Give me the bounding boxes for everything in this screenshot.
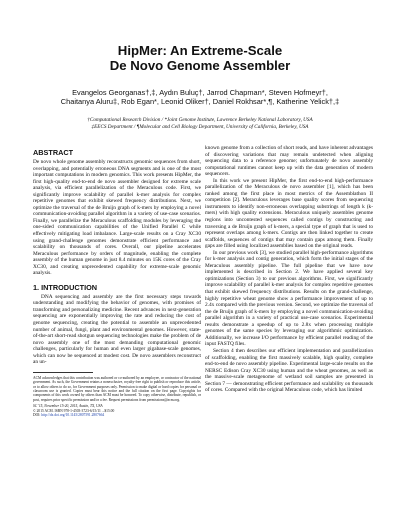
right-paragraph-3: In our previous work [3], we studied parallel high-performance algorithms for k-mer analysis and contig generation, which form the initial stages of the Meraculous assembly pipeline. The full pipeline that we have now implemented is described in Section 2. We have applied several key optimizations (Section 3) to our previous algorithms. First, we significantly improve scalability of parallel k-mer analysis for complex repetitive genomes that exhibit skewed frequency distributions. Results on the grand-challenge, highly repetitive wheat genome show a performance improvement of up to 2.4x compared with the previous version. Second, we optimize the traversal of the de Bruijn graph of k-mers by employing a novel communication-avoiding parallel algorithm in a variety of practical use-case scenarios. Experimental results demonstrate a speedup of up to 2.8x when processing multiple genomes of the same species by leveraging our algorithmic optimization. Additionally, we increase I/O performance by efficient parallel reading of the input FASTQ files.	[205, 249, 373, 348]
author-list	[0, 88, 400, 107]
title-line-2: De Novo Genome Assembler	[109, 58, 291, 73]
introduction-heading: 1. INTRODUCTION	[33, 282, 98, 292]
footnote-divider	[33, 372, 93, 373]
introduction-paragraph: DNA sequencing and assembly are the first necessary steps towards understanding and modifying the behavior of genomes, with promises of transforming and personalizing medicine. Recent advances in next-generation sequencing are exponentially improving the rate and reducing the cost of genome sequencing, creating the potential to assemble an unprecedented number of animal, fungi, plant and environmental genomes. However, state-of-the-art short-read shotgun sequencing technologies make the problem of de novo assembly one of the most demanding computational genomic challenges, particularly for human and even larger gigabase-scale genomes, which can now be sequenced at modest cost. De novo assemblers reconstruct an un-	[33, 293, 201, 366]
doi-link[interactable]: http://dx.doi.org/10.1145/2807591.2807664	[41, 413, 105, 418]
authors-line-2: Chaitanya Aluru‡, Rob Egan*, Leonid Oliker†, Daniel Rokhsar*,¶, Katherine Yelick†,‡	[60, 97, 340, 107]
right-paragraph-1: known genome from a collection of short reads, and have inherent advantages of discovering variations that may remain undetected when aligning sequencing data to a reference genome; unfortunately de novo assembly computational runtimes cannot keep up with the data generation of modern sequencers.	[205, 145, 373, 178]
affiliation-line-1: †Computational Research Division / *Joint Genome Institute, Lawrence Berkeley National Laboratory, USA	[87, 117, 313, 123]
abstract-text: De novo whole genome assembly reconstructs genomic sequences from short, overlapping, and potentially erroneous DNA segments and is one of the most important computations in modern genomics. This work presents HipMer, the first high-quality end-to-end de novo assembler designed for extreme scale analysis, via efficient parallelization of the Meraculous code. First, we significantly improve scalability of parallel k-mer analysis for complex repetitive genomes that exhibit skewed frequency distributions. Next, we optimize the traversal of the de Bruijn graph of k-mers by employing a novel communication-avoiding parallel algorithm in a variety of use-case scenarios. Finally, we parallelize the Meraculous scaffolding modules by leveraging the one-sided communication capabilities of the Unified Parallel C while effectively mitigating load imbalance. Large-scale results on a Cray XC30 using grand-challenge genomes demonstrate efficient performance and scalability on thousands of cores. Overall, our pipeline accelerates Meraculous performance by orders of magnitude, enabling the complete assembly of the human genome in just 8.4 minutes on 15K cores of the Cray XC30, and creating unprecedented capability for extreme-scale genomic analysis.	[33, 159, 201, 277]
abstract-heading: ABSTRACT	[33, 148, 74, 157]
left-column	[33, 148, 201, 418]
authors-line-1: Evangelos Georganas†,‡, Aydın Buluç†, Jarrod Chapman*, Steven Hofmeyr†,	[72, 88, 328, 97]
right-paragraph-4: Section 4 then describes our efficient implementation and parallelization of scaffolding, enabling the first massively scalable, high quality, complete end-to-end de novo assembly pipeline. Experimental large-scale results on the NERSC Edison Cray XC30 using human and the wheat genomes, as well as the massive-scale metagenome of wetland soil samples are presented in Section 7 — demonstrating efficient performance and scalability on thousands of cores. Compared with the original Meraculous code, which has limited	[205, 347, 373, 394]
doi-line: DOI: http://dx.doi.org/10.1145/2807591.2807664	[33, 413, 105, 418]
permission-notice: ACM acknowledges that this contribution was authored or co-authored by an employee, or contractor of the national government. As such, the Government retains a nonexclusive, royalty-free right to publish or reproduce this article, or to allow others to do so, for Government purposes only. Permission to make digital or hard copies for personal or classroom use is granted. Copies must bear this notice and the full citation on the first page. Copyrights for components of this work owned by others than ACM must be honored. To copy otherwise, distribute, republish, or post, requires prior specific permission and/or a fee. Request permissions from permissions@acm.org.	[33, 375, 201, 402]
right-paragraph-2: In this work we present HipMer, the first end-to-end high-performance parallelization of the Meraculous de novo assembler [1], which has been ranked among the first place in most metrics of the Assemblathon II competition [2]. Meraculous leverages base quality scores from sequencing instruments to identify non-erroneous overlapping substrings of length k (k-mers) with high quality extensions. Meraculous uniquely assembles genome regions into uncontested sequences called contigs by constructing and traversing a de Bruijn graph of k-mers, a special type of graph that is used to represent overlaps among k-mers. Contigs are then linked together to create scaffolds, sequences of contigs that may contain gaps among them. Finally gaps are filled using localized assemblies based on the original reads.	[205, 177, 373, 250]
affiliation-line-2: ‡EECS Department / ¶Molecular and Cell Biology Department, University of California, Berkeley, USA	[91, 123, 309, 130]
copyright-line: © 2015 ACM. ISBN 978-1-4503-3723-6/15/11 ...$15.00	[33, 408, 115, 413]
paper-title	[0, 43, 400, 73]
right-column	[205, 145, 373, 394]
conference-info: SC '15, November 15-20, 2015, Austin, TX, USA	[33, 404, 103, 409]
title-line-1: HipMer: An Extreme-Scale	[117, 43, 283, 58]
affiliations	[0, 117, 400, 130]
